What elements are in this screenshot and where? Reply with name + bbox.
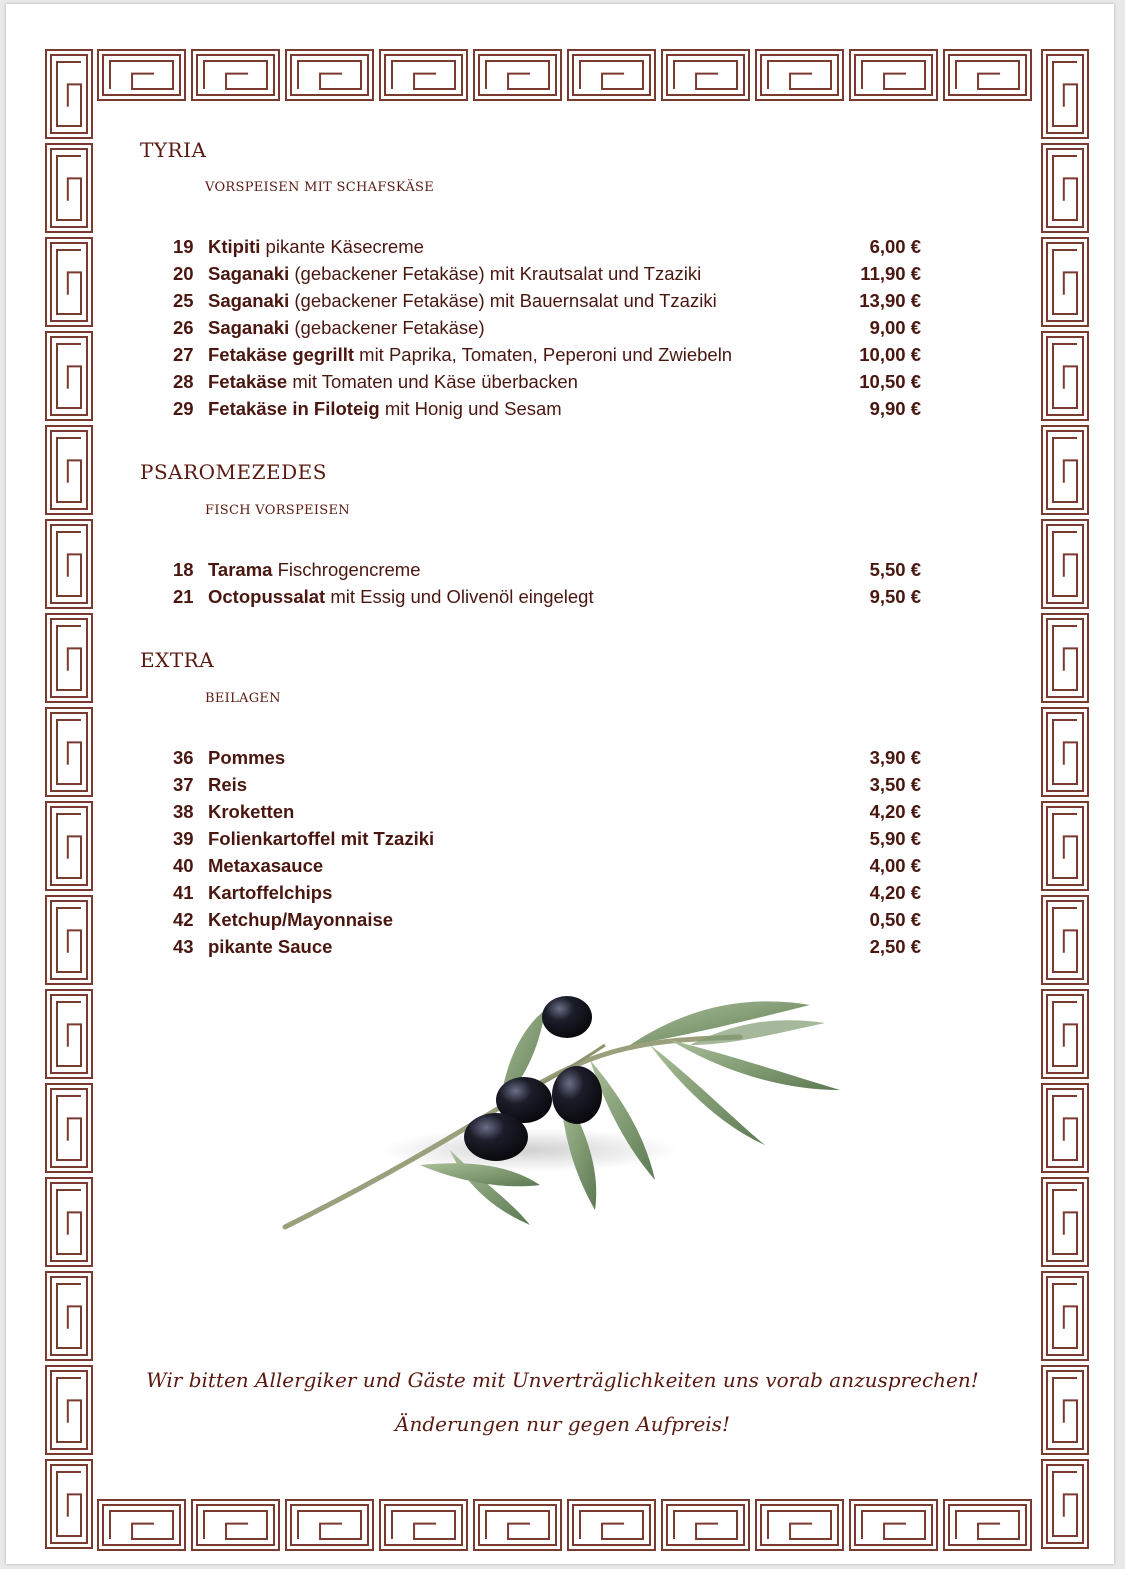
- menu-item-price: 10,00 €: [859, 344, 921, 365]
- menu-item-number: 40: [173, 855, 194, 876]
- menu-item: [0, 586, 1125, 612]
- menu-item-number: 25: [173, 290, 194, 311]
- menu-item: [0, 263, 1125, 289]
- menu-item-description: Fischrogencreme: [272, 559, 421, 580]
- menu-item-name: Fetakäse gegrillt: [208, 344, 355, 365]
- menu-item-text: [208, 236, 424, 258]
- section-subtitle-extra: BEILAGEN: [205, 691, 281, 706]
- menu-item-price: 9,50 €: [869, 586, 921, 607]
- menu-item-number: 41: [173, 882, 194, 903]
- menu-item-text: [208, 774, 247, 796]
- menu-item-price: 2,50 €: [869, 936, 921, 957]
- menu-item-price: 0,50 €: [869, 909, 921, 930]
- menu-item: [0, 801, 1125, 827]
- menu-item-name: Ketchup/Mayonnaise: [208, 909, 394, 930]
- menu-item-name: Octopussalat: [208, 586, 326, 607]
- menu-item-number: 38: [173, 801, 194, 822]
- menu-item-price: 5,90 €: [869, 828, 921, 849]
- menu-item-text: [208, 371, 578, 393]
- menu-item: [0, 559, 1125, 585]
- menu-item: [0, 344, 1125, 370]
- menu-item-text: [208, 317, 485, 339]
- menu-item-name: Kartoffelchips: [208, 882, 333, 903]
- menu-item-number: 28: [173, 371, 194, 392]
- menu-item-price: 11,90 €: [860, 263, 921, 284]
- menu-item-number: 39: [173, 828, 194, 849]
- menu-item-price: 6,00 €: [869, 236, 921, 257]
- menu-item: [0, 828, 1125, 854]
- menu-item-number: 21: [173, 586, 194, 607]
- menu-item-price: 3,90 €: [869, 747, 921, 768]
- menu-item: [0, 747, 1125, 773]
- menu-item-number: 43: [173, 936, 194, 957]
- menu-item-price: 10,50 €: [859, 371, 921, 392]
- menu-item-name: Ktipiti: [208, 236, 261, 257]
- menu-item-description: (gebackener Fetakäse) mit Bauernsalat und Tzaziki: [289, 290, 717, 311]
- menu-item-text: [208, 882, 332, 904]
- menu-item-name: Kroketten: [208, 801, 295, 822]
- menu-item: [0, 317, 1125, 343]
- menu-item-text: [208, 909, 393, 931]
- section-title-psaromezedes: PSAROMEZEDES: [140, 460, 327, 484]
- menu-item-text: [208, 828, 434, 850]
- menu-item-name: Fetakäse in Filoteig: [208, 398, 380, 419]
- menu-item-number: 19: [173, 236, 194, 257]
- menu-item-description: (gebackener Fetakäse) mit Krautsalat und Tzaziki: [289, 263, 702, 284]
- menu-item: [0, 398, 1125, 424]
- menu-item: [0, 882, 1125, 908]
- menu-item-number: 27: [173, 344, 194, 365]
- menu-item-name: Fetakäse: [208, 371, 288, 392]
- menu-item-text: [208, 263, 701, 285]
- menu-item-price: 4,20 €: [869, 882, 921, 903]
- menu-item: [0, 774, 1125, 800]
- menu-item-description: mit Paprika, Tomaten, Peperoni und Zwiebeln: [354, 344, 733, 365]
- section-subtitle-psaromezedes: FISCH VORSPEISEN: [205, 503, 350, 518]
- menu-item-number: 42: [173, 909, 194, 930]
- menu-item-text: [208, 747, 285, 769]
- menu-item-number: 18: [173, 559, 194, 580]
- menu-item-name: Tarama: [208, 559, 273, 580]
- menu-item-price: 4,20 €: [869, 801, 921, 822]
- menu-item-name: Saganaki: [208, 290, 290, 311]
- menu-item-text: [208, 936, 332, 958]
- menu-item: [0, 909, 1125, 935]
- menu-item-name: Folienkartoffel mit Tzaziki: [208, 828, 435, 849]
- menu-item: [0, 855, 1125, 881]
- menu-item-number: 36: [173, 747, 194, 768]
- menu-item-text: [208, 398, 562, 420]
- menu-item-text: [208, 801, 294, 823]
- menu-item: [0, 290, 1125, 316]
- menu-item-price: 4,00 €: [869, 855, 921, 876]
- menu-item-name: Reis: [208, 774, 248, 795]
- menu-item-price: 3,50 €: [869, 774, 921, 795]
- menu-item-price: 5,50 €: [869, 559, 921, 580]
- menu-item-name: Saganaki: [208, 263, 290, 284]
- menu-item-text: [208, 855, 323, 877]
- menu-item-name: Pommes: [208, 747, 286, 768]
- menu-item-description: mit Tomaten und Käse überbacken: [287, 371, 578, 392]
- menu-item-price: 13,90 €: [859, 290, 921, 311]
- menu-item-price: 9,90 €: [869, 398, 921, 419]
- section-title-tyria: TYRIA: [140, 138, 207, 162]
- price-change-notice: Änderungen nur gegen Aufpreis!: [395, 1412, 730, 1436]
- menu-item-text: [208, 559, 421, 581]
- menu-item-text: [208, 344, 732, 366]
- menu-item-name: Metaxasauce: [208, 855, 324, 876]
- menu-item-number: 20: [173, 263, 194, 284]
- menu-item-text: [208, 290, 717, 312]
- menu-item-text: [208, 586, 594, 608]
- menu-item-number: 37: [173, 774, 194, 795]
- olive-branch-icon: [270, 985, 850, 1245]
- menu-item-description: (gebackener Fetakäse): [289, 317, 485, 338]
- menu-item: [0, 371, 1125, 397]
- menu-item-description: mit Essig und Olivenöl eingelegt: [325, 586, 594, 607]
- menu-item: [0, 236, 1125, 262]
- menu-item: [0, 936, 1125, 962]
- menu-item-price: 9,00 €: [869, 317, 921, 338]
- menu-item-number: 26: [173, 317, 194, 338]
- allergy-notice: Wir bitten Allergiker und Gäste mit Unverträglichkeiten uns vorab anzusprechen!: [146, 1368, 979, 1392]
- section-subtitle-tyria: VORSPEISEN MIT SCHAFSKÄSE: [205, 180, 435, 195]
- menu-item-name: Saganaki: [208, 317, 290, 338]
- menu-item-number: 29: [173, 398, 194, 419]
- menu-item-description: mit Honig und Sesam: [379, 398, 562, 419]
- menu-item-name: pikante Sauce: [208, 936, 333, 957]
- section-title-extra: EXTRA: [140, 648, 215, 672]
- menu-item-description: pikante Käsecreme: [260, 236, 424, 257]
